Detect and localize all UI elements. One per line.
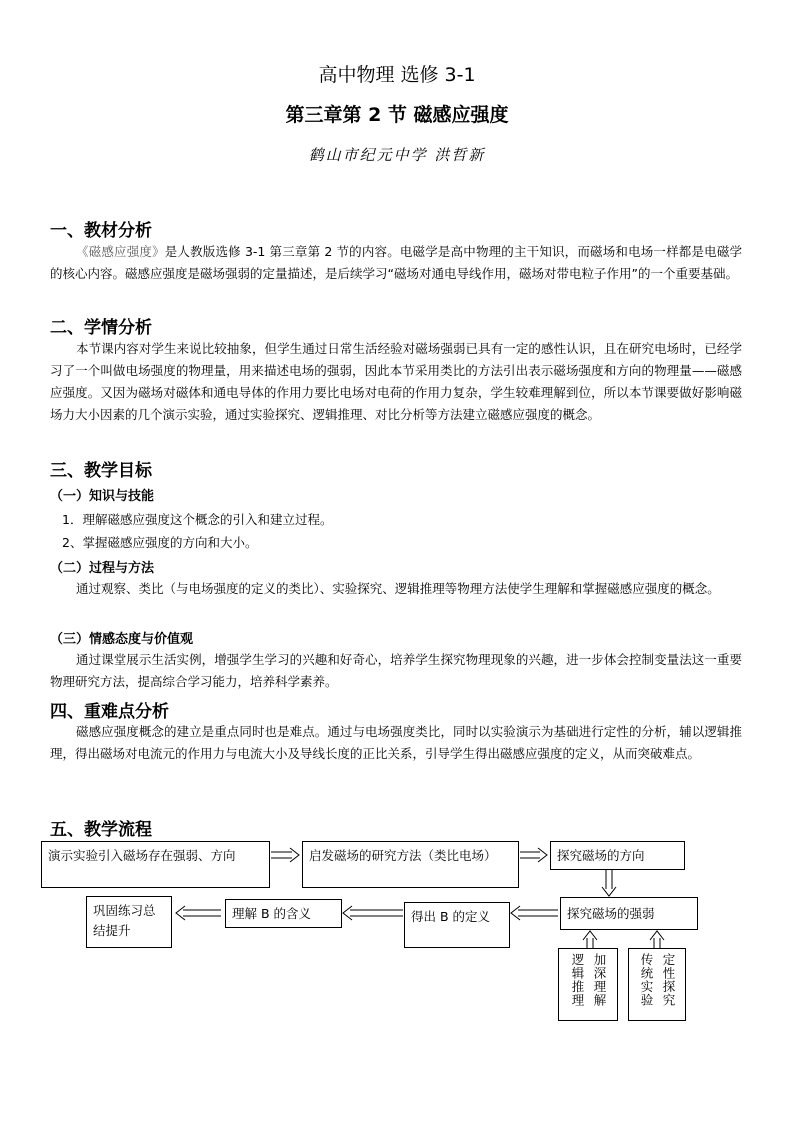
section-heading-2: 二、学情分析 <box>50 318 152 338</box>
section-1-text: 是人教版选修 3-1 第三章第 2 节的内容。电磁学是高中物理的主干知识，而磁场和电场一样都是电磁学的核心内容。磁感应强度是磁场强弱的定量描述，是后续学习“磁场对通电导线作用，磁场对带电粒子作用”的一个重要基础。 <box>50 244 742 281</box>
section-heading-1: 一、教材分析 <box>50 221 152 241</box>
subheading-process: （二）过程与方法 <box>50 561 155 576</box>
subheading-knowledge: （一）知识与技能 <box>50 489 155 504</box>
process-paragraph: 通过观察、类比（与电场强度的定义的类比）、实验探究、逻辑推理等物理方法使学生理解和掌握磁感应强度的概念。 <box>76 581 720 596</box>
vertical-label-qualitative-exploration: 定性探究 <box>661 953 676 1007</box>
doc-subtitle: 第三章第 2 节 磁感应强度 <box>285 104 509 126</box>
vertical-label-deepen-understanding: 加深理解 <box>592 953 607 1007</box>
flow-box-practice-summary: 巩固练习总结提升 <box>86 896 172 948</box>
flow-box-traditional-experiment <box>628 948 686 1021</box>
arrow-b3-b4 <box>602 870 616 896</box>
subheading-attitude: （三）情感态度与价值观 <box>50 632 194 647</box>
arrow-v1-b4 <box>583 931 597 948</box>
doc-title: 高中物理 选修 3-1 <box>318 64 476 86</box>
objective-item-2: 2、掌握磁感应强度的方向和大小。 <box>62 535 258 550</box>
arrow-b6-b7 <box>176 906 221 920</box>
flow-box-explore-strength: 探究磁场的强弱 <box>560 897 698 930</box>
flow-box-explore-direction: 探究磁场的方向 <box>550 841 685 870</box>
flow-box-logic-reasoning <box>558 948 618 1021</box>
attitude-paragraph: 通过课堂展示生活实例，增强学生学习的兴趣和好奇心，培养学生探究物理现象的兴趣，进一步体会控制变量法这一重要物理研究方法，提高综合学习能力，培养科学素养。 <box>50 652 742 689</box>
arrow-b1-b2 <box>271 848 299 862</box>
flow-box-intro-experiment: 演示实验引入磁场存在强弱、方向 <box>41 841 270 888</box>
flow-box-understand-b: 理解 B 的含义 <box>225 899 342 928</box>
section-heading-5: 五、教学流程 <box>50 820 152 840</box>
section-heading-3: 三、教学目标 <box>50 461 152 481</box>
vertical-label-traditional-experiment: 传统实验 <box>639 953 654 1007</box>
section-2-paragraph: 本节课内容对学生来说比较抽象，但学生通过日常生活经验对磁场强弱已具有一定的感性认识，且在研究电场时，已经学习了一个叫做电场强度的物理量，用来描述电场的强弱，因此本节采用类比的方法引出表示磁场强度和方向的物理量——磁感应强度。又因为磁场对磁体和通电导体的作用力要比电场对电荷的作用力复杂，学生较难理解到位，所以本节课要做好影响磁场力大小因素的几个演示实验，通过实验探究、逻辑推理、对比分析等方法建立磁感应强度的概念。 <box>50 341 742 422</box>
flow-box-analogy-method: 启发磁场的研究方法（类比电场） <box>302 841 519 888</box>
vertical-label-logic-reasoning: 逻辑推理 <box>570 953 585 1007</box>
objective-item-1: 1．理解磁感应强度这个概念的引入和建立过程。 <box>62 512 333 527</box>
doc-author: 鹤山市纪元中学 洪哲新 <box>308 146 486 164</box>
arrow-b2-b3 <box>520 848 547 862</box>
section-heading-4: 四、重难点分析 <box>50 702 169 722</box>
arrow-v2-b4 <box>650 931 664 948</box>
section-4-paragraph: 磁感应强度概念的建立是重点同时也是难点。通过与电场强度类比，同时以实验演示为基础进行定性的分析，辅以逻辑推理，得出磁场对电流元的作用力与电流大小及导线长度的正比关系，引导学生得出磁感应强度的定义，从而突破难点。 <box>50 724 742 761</box>
arrow-b4-b5 <box>511 906 558 920</box>
arrow-b5-b6 <box>343 906 403 920</box>
book-title: 《磁感应强度》 <box>76 244 165 259</box>
flow-box-define-b: 得出 B 的定义 <box>404 902 510 948</box>
